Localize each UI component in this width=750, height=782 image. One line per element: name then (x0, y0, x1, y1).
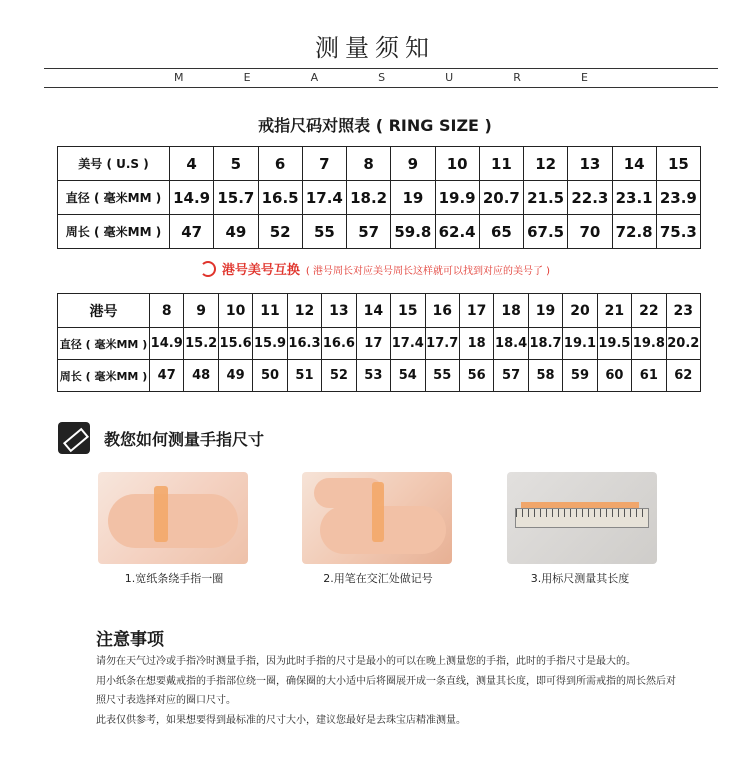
row-header: 直径 ( 毫米MM ) (58, 181, 170, 215)
measure-letter: M (174, 71, 184, 84)
table-cell: 19.1 (563, 328, 597, 360)
table-cell: 15.7 (214, 181, 258, 215)
note-paragraph: 请勿在天气过冷或手指冷时测量手指，因为此时手指的尺寸是最小的可以在晚上测量您的手指，此时的手指尺寸是最大的。 (96, 656, 636, 667)
table-cell: 23.1 (612, 181, 656, 215)
table-cell: 72.8 (612, 215, 656, 249)
table-cell: 17 (356, 328, 390, 360)
table-cell: 14 (612, 147, 656, 181)
table-cell: 53 (356, 360, 390, 392)
table-cell: 21 (597, 294, 631, 328)
table-cell: 18.4 (494, 328, 528, 360)
notes-title: 注意事项 (96, 630, 164, 650)
measure-letter: S (378, 71, 386, 84)
table-cell: 50 (253, 360, 287, 392)
measure-letter: E (243, 71, 251, 84)
step-3-image (507, 472, 657, 564)
measure-letter: A (310, 71, 319, 84)
table-cell: 22.3 (568, 181, 612, 215)
table-cell: 62 (666, 360, 700, 392)
ring-size-table-title: 戒指尺码对照表 ( RING SIZE ) (258, 116, 492, 135)
step-3-caption: 3.用标尺测量其长度 (530, 572, 630, 585)
table-row (58, 147, 701, 181)
table-cell: 47 (150, 360, 184, 392)
row-header: 港号 (58, 294, 150, 328)
top-rule (44, 68, 718, 69)
table-cell: 23.9 (656, 181, 700, 215)
table-cell: 19.8 (632, 328, 666, 360)
table-cell: 11 (479, 147, 523, 181)
table-cell: 23 (666, 294, 700, 328)
bottom-rule (44, 87, 718, 88)
page-title: 测量须知 (315, 34, 435, 62)
table-cell: 15.9 (253, 328, 287, 360)
table-cell: 57 (347, 215, 391, 249)
row-header: 美号 ( U.S ) (58, 147, 170, 181)
note-paragraph: 此表仅供参考，如果想要得到最标准的尺寸大小，建议您最好是去珠宝店精准测量。 (96, 715, 466, 726)
table-cell: 70 (568, 215, 612, 249)
table-cell: 59 (563, 360, 597, 392)
us-size-table (57, 146, 701, 249)
table-cell: 20 (563, 294, 597, 328)
table-cell: 14.9 (170, 181, 214, 215)
notes-body (96, 652, 676, 731)
ruler-icon (58, 422, 90, 454)
table-cell: 48 (184, 360, 218, 392)
table-cell: 61 (632, 360, 666, 392)
table-cell: 14.9 (150, 328, 184, 360)
table-cell: 52 (258, 215, 302, 249)
step-2-caption: 2.用笔在交汇处做记号 (323, 572, 433, 585)
step-1-image (98, 472, 248, 564)
step-1-caption: 1.宽纸条绕手指一圈 (124, 572, 224, 585)
table-cell: 20.7 (479, 181, 523, 215)
table-cell: 16.5 (258, 181, 302, 215)
table-cell: 14 (356, 294, 390, 328)
table-cell: 8 (150, 294, 184, 328)
hk-size-table (57, 293, 701, 392)
table-cell: 51 (287, 360, 321, 392)
table-cell: 11 (253, 294, 287, 328)
table-cell: 21.5 (524, 181, 568, 215)
row-header: 周长 ( 毫米MM ) (58, 215, 170, 249)
table-cell: 18.2 (347, 181, 391, 215)
table-row (58, 181, 701, 215)
table-cell: 57 (494, 360, 528, 392)
table-cell: 59.8 (391, 215, 435, 249)
table-cell: 18 (459, 328, 493, 360)
table-cell: 56 (459, 360, 493, 392)
table-cell: 6 (258, 147, 302, 181)
measure-letter: U (445, 71, 454, 84)
table-cell: 13 (322, 294, 356, 328)
table-cell: 16 (425, 294, 459, 328)
table-cell: 9 (391, 147, 435, 181)
table-cell: 19.9 (435, 181, 479, 215)
table-cell: 22 (632, 294, 666, 328)
table-cell: 19.5 (597, 328, 631, 360)
table-cell: 19 (528, 294, 562, 328)
table-cell: 17.4 (302, 181, 346, 215)
swap-banner (0, 259, 750, 278)
table-cell: 58 (528, 360, 562, 392)
swap-note: ( 港号周长对应美号周长这样就可以找到对应的美号了 ) (305, 266, 551, 277)
measure-letters (44, 71, 718, 85)
table-cell: 49 (218, 360, 252, 392)
table-cell: 60 (597, 360, 631, 392)
table-cell: 49 (214, 215, 258, 249)
table-cell: 16.3 (287, 328, 321, 360)
table-cell: 12 (287, 294, 321, 328)
measure-letter: R (513, 71, 521, 84)
table-cell: 62.4 (435, 215, 479, 249)
table-cell: 17.7 (425, 328, 459, 360)
table-cell: 75.3 (656, 215, 700, 249)
table-row (58, 215, 701, 249)
table-cell: 4 (170, 147, 214, 181)
table-cell: 65 (479, 215, 523, 249)
table-cell: 17.4 (391, 328, 425, 360)
table-row (58, 294, 701, 328)
table-cell: 15 (391, 294, 425, 328)
table-cell: 10 (218, 294, 252, 328)
how-to-measure-title: 教您如何测量手指尺寸 (104, 429, 265, 449)
table-cell: 9 (184, 294, 218, 328)
table-cell: 7 (302, 147, 346, 181)
table-cell: 5 (214, 147, 258, 181)
table-cell: 67.5 (524, 215, 568, 249)
table-cell: 55 (425, 360, 459, 392)
how-to-measure-header (58, 422, 264, 454)
table-cell: 20.2 (666, 328, 700, 360)
table-cell: 15 (656, 147, 700, 181)
table-cell: 13 (568, 147, 612, 181)
table-row (58, 360, 701, 392)
table-cell: 10 (435, 147, 479, 181)
measure-letter: E (580, 71, 588, 84)
table-cell: 18 (494, 294, 528, 328)
table-cell: 54 (391, 360, 425, 392)
step-2-image (302, 472, 452, 564)
note-paragraph: 用小纸条在想要戴戒指的手指部位绕一圈，确保圈的大小适中后将圈展开成一条直线，测量其长度，即可得到所需戒指的周长然后对照尺寸表选择对应的圈口尺寸。 (96, 676, 676, 706)
table-row (58, 328, 701, 360)
table-cell: 47 (170, 215, 214, 249)
table-cell: 17 (459, 294, 493, 328)
swap-arrows-icon (200, 261, 216, 277)
table-cell: 19 (391, 181, 435, 215)
table-cell: 52 (322, 360, 356, 392)
table-cell: 15.2 (184, 328, 218, 360)
table-cell: 18.7 (528, 328, 562, 360)
row-header: 直径 ( 毫米MM ) (58, 328, 150, 360)
table-cell: 55 (302, 215, 346, 249)
row-header: 周长 ( 毫米MM ) (58, 360, 150, 392)
table-cell: 8 (347, 147, 391, 181)
table-cell: 15.6 (218, 328, 252, 360)
table-cell: 16.6 (322, 328, 356, 360)
table-cell: 12 (524, 147, 568, 181)
swap-label: 港号美号互换 (221, 263, 300, 278)
